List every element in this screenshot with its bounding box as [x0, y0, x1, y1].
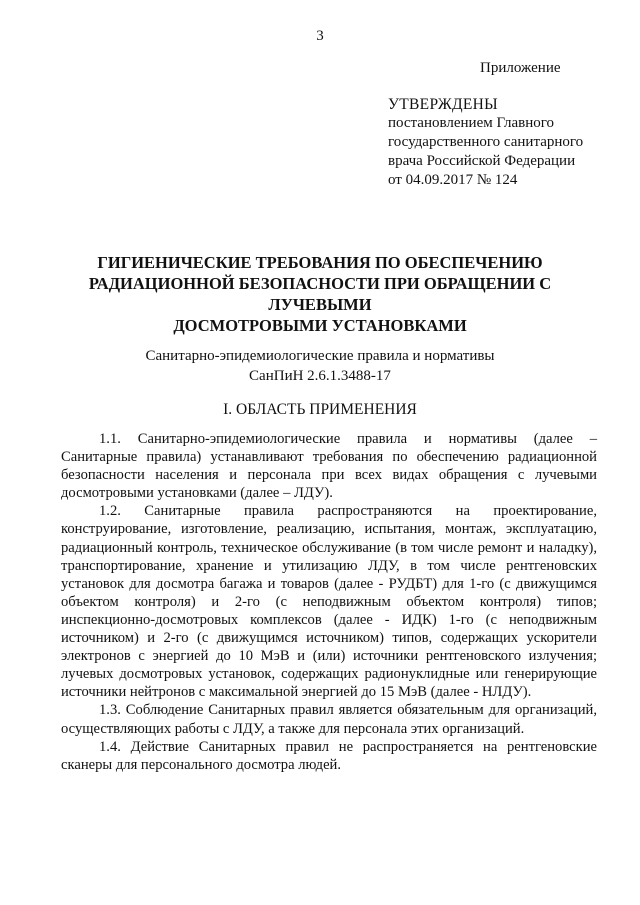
approval-block: [388, 95, 583, 190]
section-heading: I. ОБЛАСТЬ ПРИМЕНЕНИЯ: [223, 401, 417, 418]
subtitle-line: Санитарно-эпидемиологические правила и нормативы: [145, 348, 495, 364]
title-line: РАДИАЦИОННОЙ БЕЗОПАСНОСТИ ПРИ ОБРАЩЕНИИ С ЛУЧЕВЫМИ: [88, 274, 552, 314]
approval-line: государственного санитарного: [388, 134, 584, 150]
approval-line: врача Российской Федерации: [388, 153, 576, 169]
sanpin-code: СанПиН 2.6.1.3488-17: [249, 368, 391, 384]
document-body: [61, 430, 597, 774]
approval-date: от 04.09.2017 № 124: [388, 172, 518, 188]
document-subtitle: [40, 346, 600, 386]
appendix-label: Приложение: [480, 60, 561, 76]
approval-heading: УТВЕРЖДЕНЫ: [388, 96, 498, 113]
paragraph-1-3: 1.3. Соблюдение Санитарных правил является обязательным для организаций, осуществляющих работы с ЛДУ, а также для персонала этих организаций.: [61, 702, 597, 737]
document-title: [40, 252, 600, 336]
page-number: 3: [316, 28, 324, 44]
paragraph-1-1: 1.1. Санитарно-эпидемиологические правила и нормативы (далее – Санитарные правила) устанавливают требования по обеспечению радиационной безопасности населения и персонала при всех видах обращения с лучевыми досмотровыми установками (далее – ЛДУ).: [61, 431, 597, 502]
title-line: ГИГИЕНИЧЕСКИЕ ТРЕБОВАНИЯ ПО ОБЕСПЕЧЕНИЮ: [97, 253, 543, 272]
paragraph-1-4: 1.4. Действие Санитарных правил не распространяется на рентгеновские сканеры для персонального досмотра людей.: [61, 738, 597, 773]
paragraph-1-2: 1.2. Санитарные правила распространяются на проектирование, конструирование, изготовление, реализацию, испытания, монтаж, эксплуатацию, радиационный контроль, техническое обслуживание (в том числе ремонт и наладку), транспортирование, хранение и утилизацию ЛДУ, в том числе рентгеновских установок для досмотра багажа и товаров (далее - РУДБТ) для 1-го (с движущимся объектом контроля) и 2-го (с неподвижным объектом контроля) типов; инспекционно-досмотровых комплексов (далее - ИДК) 1-го (с неподвижным источником) и 2-го (с движущимся источником) типов, содержащих ускорители электронов с энергией до 10 МэВ и (или) источники рентгеновского излучения; лучевых досмотровых установок, содержащих радионуклидные или генерирующие источники нейтронов с максимальной энергией до 15 МэВ (далее - НЛДУ).: [61, 503, 597, 701]
title-line: ДОСМОТРОВЫМИ УСТАНОВКАМИ: [173, 316, 467, 335]
approval-line: постановлением Главного: [388, 115, 555, 131]
